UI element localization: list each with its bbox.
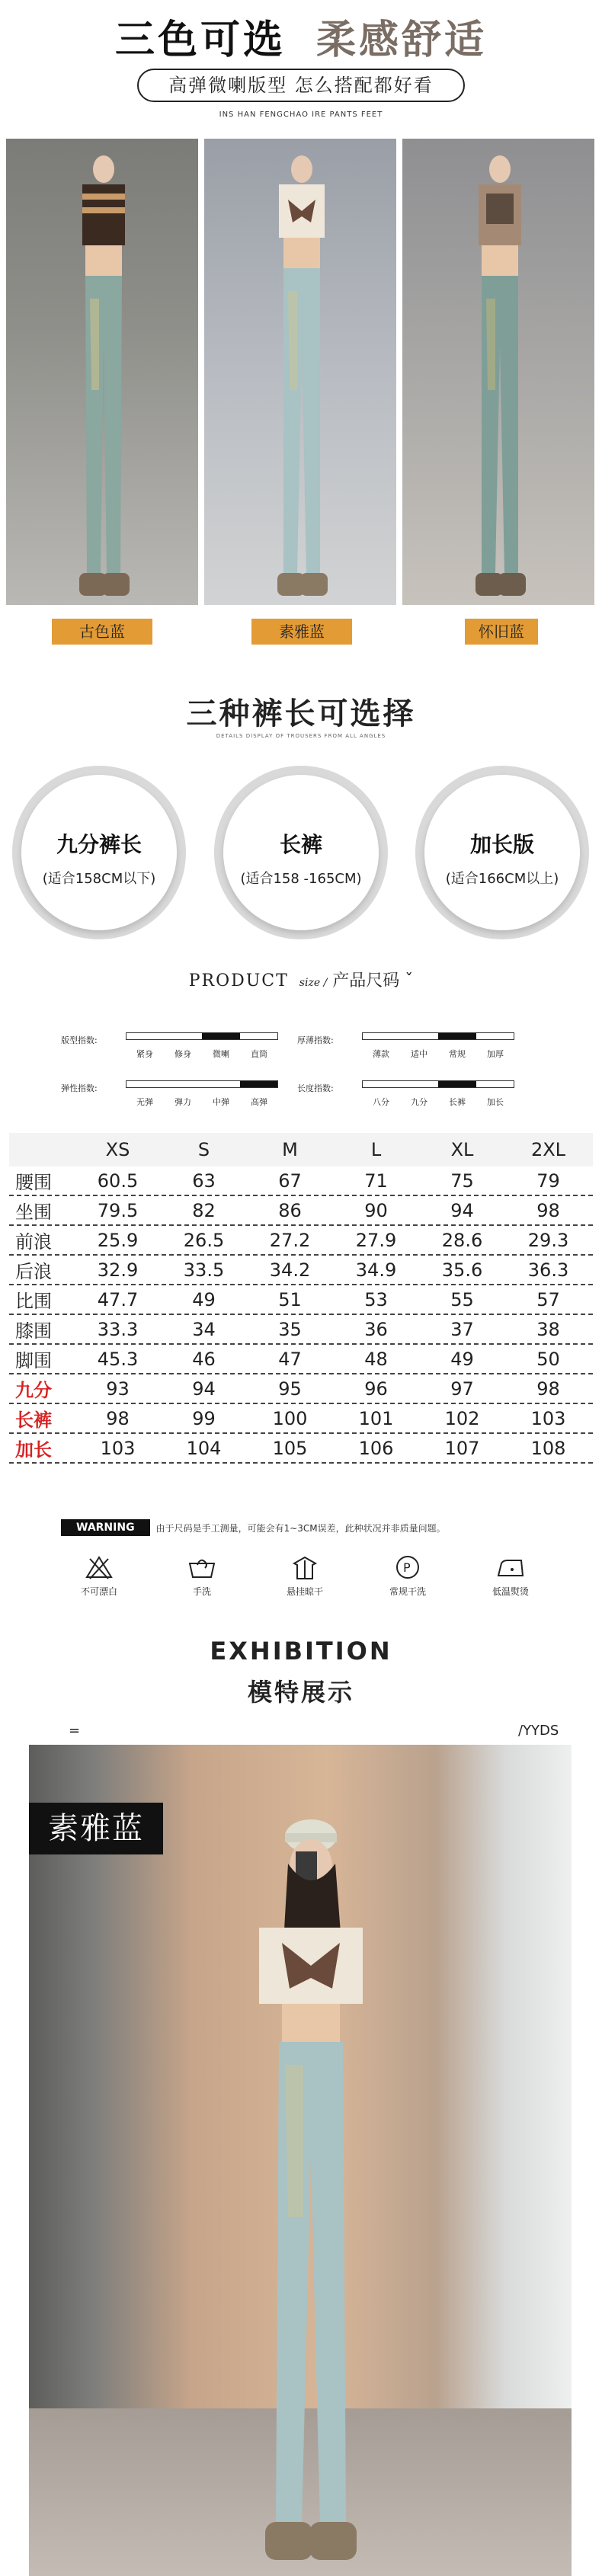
table-cell: 108 [530,1437,566,1459]
table-cell: 79.5 [97,1199,139,1221]
size-column-header: M [282,1139,298,1160]
table-cell: 53 [364,1288,388,1310]
table-cell: 45.3 [97,1348,139,1370]
table-cell: 67 [278,1170,302,1192]
table-cell: 29.3 [527,1229,569,1251]
care-item-hang-dry [267,1554,343,1598]
table-cell: 37 [450,1318,474,1340]
model-figure-icon [67,146,140,603]
scale-option: 适中 [411,1049,427,1059]
table-cell: 36 [364,1318,388,1340]
svg-text:P: P [403,1560,411,1575]
length-option-range: (适合158CM以下) [42,871,156,887]
care-label: 不可漂白 [80,1586,117,1597]
size-table [9,1133,593,1464]
table-cell: 71 [364,1170,388,1192]
header-pill: 高弹微喇版型 怎么搭配都好看 [137,69,465,102]
table-cell: 26.5 [183,1229,225,1251]
table-cell: 94 [450,1199,474,1221]
table-cell: 33.3 [97,1318,139,1340]
table-cell: 103 [100,1437,136,1459]
table-cell: 28.6 [441,1229,483,1251]
scale-bar [362,1032,514,1040]
row-label: 膝围 [15,1320,52,1342]
table-row [9,1285,593,1315]
lengths-title: 三种裤长可选择 [186,696,416,731]
row-label: 坐围 [15,1202,52,1223]
row-label: 九分 [15,1380,52,1401]
table-cell: 35.6 [441,1259,483,1281]
scale-option: 八分 [373,1097,389,1107]
table-cell: 63 [192,1170,216,1192]
row-label: 后浪 [15,1261,52,1282]
table-row [9,1404,593,1434]
row-label: 长裤 [15,1410,52,1431]
table-cell: 97 [450,1378,474,1400]
length-option-name: 九分裤长 [56,832,142,857]
scale-option: 高弹 [251,1097,267,1107]
model-color-tag: 素雅蓝 [29,1803,163,1854]
scale-option: 修身 [175,1049,191,1059]
model-figure-icon [463,146,536,603]
table-cell: 98 [536,1199,560,1221]
model-photo [29,1745,572,2576]
care-label: 手洗 [192,1586,211,1597]
table-cell: 100 [272,1407,308,1429]
row-label: 腰围 [15,1172,52,1193]
length-option-name: 加长版 [469,832,534,857]
table-cell: 36.3 [527,1259,569,1281]
warning-text: 由于尺码是手工测量，可能会有1~3CM误差，此种状况并非质量问题。 [155,1522,446,1534]
table-cell: 94 [192,1378,216,1400]
scale-name: 弹性指数: [61,1083,98,1093]
length-option-name: 长裤 [279,832,322,857]
photo-nostalgic-blue [402,139,594,605]
size-column-header: XS [105,1139,130,1160]
table-cell: 107 [444,1437,480,1459]
table-cell: 79 [536,1170,560,1192]
length-option-ninth [12,766,186,939]
size-table-header [9,1133,593,1166]
table-cell: 51 [278,1288,302,1310]
size-header [0,968,602,991]
scale-bar [362,1080,514,1088]
warning-tag: WARNING [61,1519,150,1536]
table-row [9,1315,593,1345]
size-column-header: XL [450,1139,474,1160]
size-column-header: S [197,1139,210,1160]
hand-wash-icon [187,1554,217,1580]
care-label: 低温熨烫 [492,1586,529,1597]
care-item-low-iron [472,1554,549,1598]
scale-name: 版型指数: [61,1035,98,1045]
table-row [9,1256,593,1285]
table-cell: 99 [192,1407,216,1429]
table-cell: 32.9 [97,1259,139,1281]
size-header-en: PRODUCT [188,971,289,990]
scale-option: 无弹 [136,1097,153,1107]
table-cell: 82 [192,1199,216,1221]
table-cell: 55 [450,1288,474,1310]
header-title [0,8,602,65]
exhibition-right-mark: /YYDS [518,1723,559,1739]
care-instructions [61,1554,549,1615]
table-cell: 46 [192,1348,216,1370]
table-cell: 27.9 [355,1229,397,1251]
table-cell: 90 [364,1199,388,1221]
exhibition-title-en: EXHIBITION [210,1637,392,1666]
table-row [9,1434,593,1464]
table-cell: 50 [536,1348,560,1370]
table-row [9,1374,593,1404]
table-cell: 105 [272,1437,308,1459]
table-row [9,1226,593,1256]
table-cell: 102 [444,1407,480,1429]
scale-length [297,1080,549,1111]
photo-plain-blue [204,139,396,605]
hang-dry-icon [290,1554,320,1580]
table-cell: 98 [536,1378,560,1400]
scale-elasticity [61,1080,290,1111]
table-cell: 49 [450,1348,474,1370]
table-cell: 57 [536,1288,560,1310]
scale-option: 紧身 [136,1049,153,1059]
table-cell: 95 [278,1378,302,1400]
exhibition-title-cn: 模特展示 [247,1678,354,1707]
warning-notice [61,1519,446,1536]
color-label-nostalgic-blue: 怀旧蓝 [465,619,538,645]
scale-name: 厚薄指数: [297,1035,334,1045]
header-subtitle: INS HAN FENGCHAO IRE PANTS FEET [219,110,383,119]
row-label: 加长 [15,1439,52,1461]
care-item-dry-clean [370,1554,446,1598]
scale-bar [126,1032,278,1040]
color-label-vintage-blue: 古色蓝 [52,619,152,645]
dry-clean-icon [392,1554,423,1580]
scale-option: 常规 [449,1049,466,1059]
row-label: 比围 [15,1291,52,1312]
table-row [9,1166,593,1196]
scale-bar [126,1080,278,1088]
model-figure-icon [212,1790,395,2568]
table-cell: 104 [186,1437,222,1459]
table-cell: 47 [278,1348,302,1370]
scale-option: 直筒 [251,1049,267,1059]
care-label: 常规干洗 [389,1586,426,1597]
header [0,0,602,130]
table-cell: 34.9 [355,1259,397,1281]
scale-name: 长度指数: [297,1083,334,1093]
care-label: 悬挂晾干 [286,1586,323,1597]
table-cell: 27.2 [269,1229,311,1251]
scale-option: 加厚 [487,1049,504,1059]
table-cell: 101 [358,1407,394,1429]
row-label: 脚围 [15,1350,52,1371]
header-title-right: 柔感舒适 [316,18,488,63]
low-iron-icon [495,1554,526,1580]
color-label-plain-blue: 素雅蓝 [251,619,352,645]
row-label: 前浪 [15,1231,52,1253]
length-option-range: (适合166CM以上) [445,871,559,887]
table-cell: 86 [278,1199,302,1221]
table-cell: 75 [450,1170,474,1192]
table-cell: 103 [530,1407,566,1429]
length-option-extra-long [415,766,589,939]
header-title-left: 三色可选 [114,18,286,63]
scale-thickness [297,1032,549,1063]
length-option-range: (适合158 -165CM) [240,871,362,887]
table-cell: 98 [106,1407,130,1429]
table-cell: 35 [278,1318,302,1340]
table-cell: 96 [364,1378,388,1400]
color-photos [0,139,602,611]
lengths-subtitle: DETAILS DISPLAY OF TROUSERS FROM ALL ANGLES [216,733,386,739]
scale-option: 微喇 [213,1049,229,1059]
table-cell: 34.2 [269,1259,311,1281]
scale-option: 中弹 [213,1097,229,1107]
table-row [9,1196,593,1226]
scale-option: 加长 [487,1097,504,1107]
scale-option: 薄款 [373,1049,389,1059]
size-header-cn: 产品尺码 ˇ [332,971,414,990]
care-item-no-bleach [61,1554,137,1598]
table-cell: 25.9 [97,1229,139,1251]
table-cell: 93 [106,1378,130,1400]
size-header-size: size / [299,977,328,989]
table-cell: 49 [192,1288,216,1310]
table-cell: 34 [192,1318,216,1340]
table-cell: 106 [358,1437,394,1459]
size-column-header: 2XL [530,1139,566,1160]
table-cell: 47.7 [97,1288,139,1310]
scale-option: 弹力 [175,1097,191,1107]
table-cell: 60.5 [97,1170,139,1192]
table-cell: 38 [536,1318,560,1340]
table-cell: 33.5 [183,1259,225,1281]
scale-option: 长裤 [449,1097,466,1107]
exhibition-left-mark: = [69,1723,81,1739]
care-item-hand-wash [164,1554,240,1598]
length-option-long [214,766,388,939]
size-column-header: L [370,1139,382,1160]
scale-fit [61,1032,290,1063]
table-cell: 48 [364,1348,388,1370]
table-row [9,1345,593,1374]
scale-option: 九分 [411,1097,427,1107]
photo-vintage-blue [6,139,198,605]
no-bleach-icon [84,1554,114,1580]
model-figure-icon [265,146,338,603]
